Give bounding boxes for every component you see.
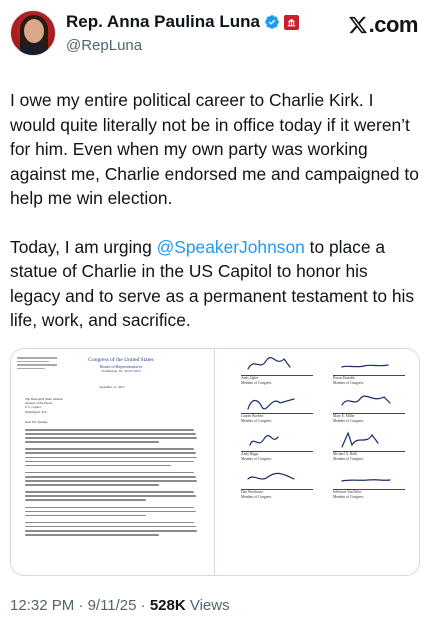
signatory-name: Andy Ogles [241, 376, 259, 380]
tweet-paragraph-2: Today, I am urging @SpeakerJohnson to place a statue of Charlie in the US Capitol to honor his legacy and to serve as a permanent testament to his life, work, and sacrifice. [10, 236, 415, 330]
signature-3 [241, 393, 321, 431]
signature-5 [241, 431, 321, 469]
signatory-name: Jefferson Van Drew [333, 490, 362, 494]
signatory-title: Member of Congress [241, 418, 272, 423]
mention-link[interactable]: @SpeakerJohnson [156, 236, 305, 257]
letterhead-city: Washington, DC 20515-0913 [101, 369, 141, 373]
letterhead [61, 357, 181, 373]
attached-media[interactable] [10, 348, 420, 576]
signatory-title: Member of Congress [241, 380, 272, 385]
author-name-line [66, 12, 299, 32]
display-name[interactable]: Rep. Anna Paulina Luna [66, 12, 260, 31]
author-handle[interactable]: @RepLuna [66, 37, 143, 54]
avatar[interactable] [10, 10, 56, 56]
verified-badge-icon [264, 14, 280, 30]
signatory-title: Member of Congress [241, 494, 272, 499]
x-logo-icon [348, 15, 368, 35]
signature-1 [241, 355, 321, 393]
signatory-title: Member of Congress [241, 456, 272, 461]
tweet-paragraph-1: I owe my entire political career to Charlie Kirk. I would quite literally not be in office today if it weren’t for him. Even when my own party was working against me, Charlie endorsed me and campaigned to help me win election. [10, 90, 419, 208]
signatory-name: Andy Biggs [241, 452, 259, 456]
tweet-text [10, 88, 422, 357]
signatory-name: Byron Donalds [333, 376, 355, 380]
signatory-title: Member of Congress [333, 456, 364, 461]
letterhead-subtitle: House of Representatives [99, 364, 143, 369]
letterhead-committee-block [17, 357, 57, 371]
views-label: Views [185, 597, 230, 614]
signature-8 [333, 469, 413, 507]
tweet-meta: 12:32 PM · 9/11/25 · 528K Views [10, 597, 230, 614]
signatory-title: Member of Congress [333, 494, 364, 499]
tweet-date[interactable]: 9/11/25 [87, 597, 137, 614]
letter-address: The Honorable Mike Johnson Speaker of the House U.S. Capitol Washington, D.C. [25, 397, 63, 414]
signatory-name: Michael A. Rulli [333, 452, 358, 456]
letter-salutation: Dear Mr. Speaker, [25, 420, 49, 424]
signatory-name: Mary E. Miller [333, 414, 355, 418]
signatory-title: Member of Congress [333, 380, 364, 385]
letter-date: September 11, 2025 [99, 385, 125, 389]
x-brand [348, 12, 418, 38]
signatory-title: Member of Congress [333, 418, 364, 423]
tweet-time[interactable]: 12:32 PM [10, 597, 75, 614]
signatory-name: Dan Newhouse [241, 490, 264, 494]
letterhead-title: Congress of the United States [88, 357, 154, 363]
signature-4 [333, 393, 413, 431]
signatory-name: Lauren Boebert [241, 414, 264, 418]
signature-7 [241, 469, 321, 507]
views-count[interactable]: 528K [149, 597, 186, 614]
tweet-header [0, 0, 430, 70]
letter-page-1[interactable] [11, 349, 215, 576]
site-name-suffix: .com [368, 12, 418, 37]
letter-page-2-signatures[interactable] [215, 349, 419, 576]
signature-6 [333, 431, 413, 469]
letter-body [25, 429, 201, 541]
signature-2 [333, 355, 413, 393]
congress-badge-icon [284, 15, 299, 30]
